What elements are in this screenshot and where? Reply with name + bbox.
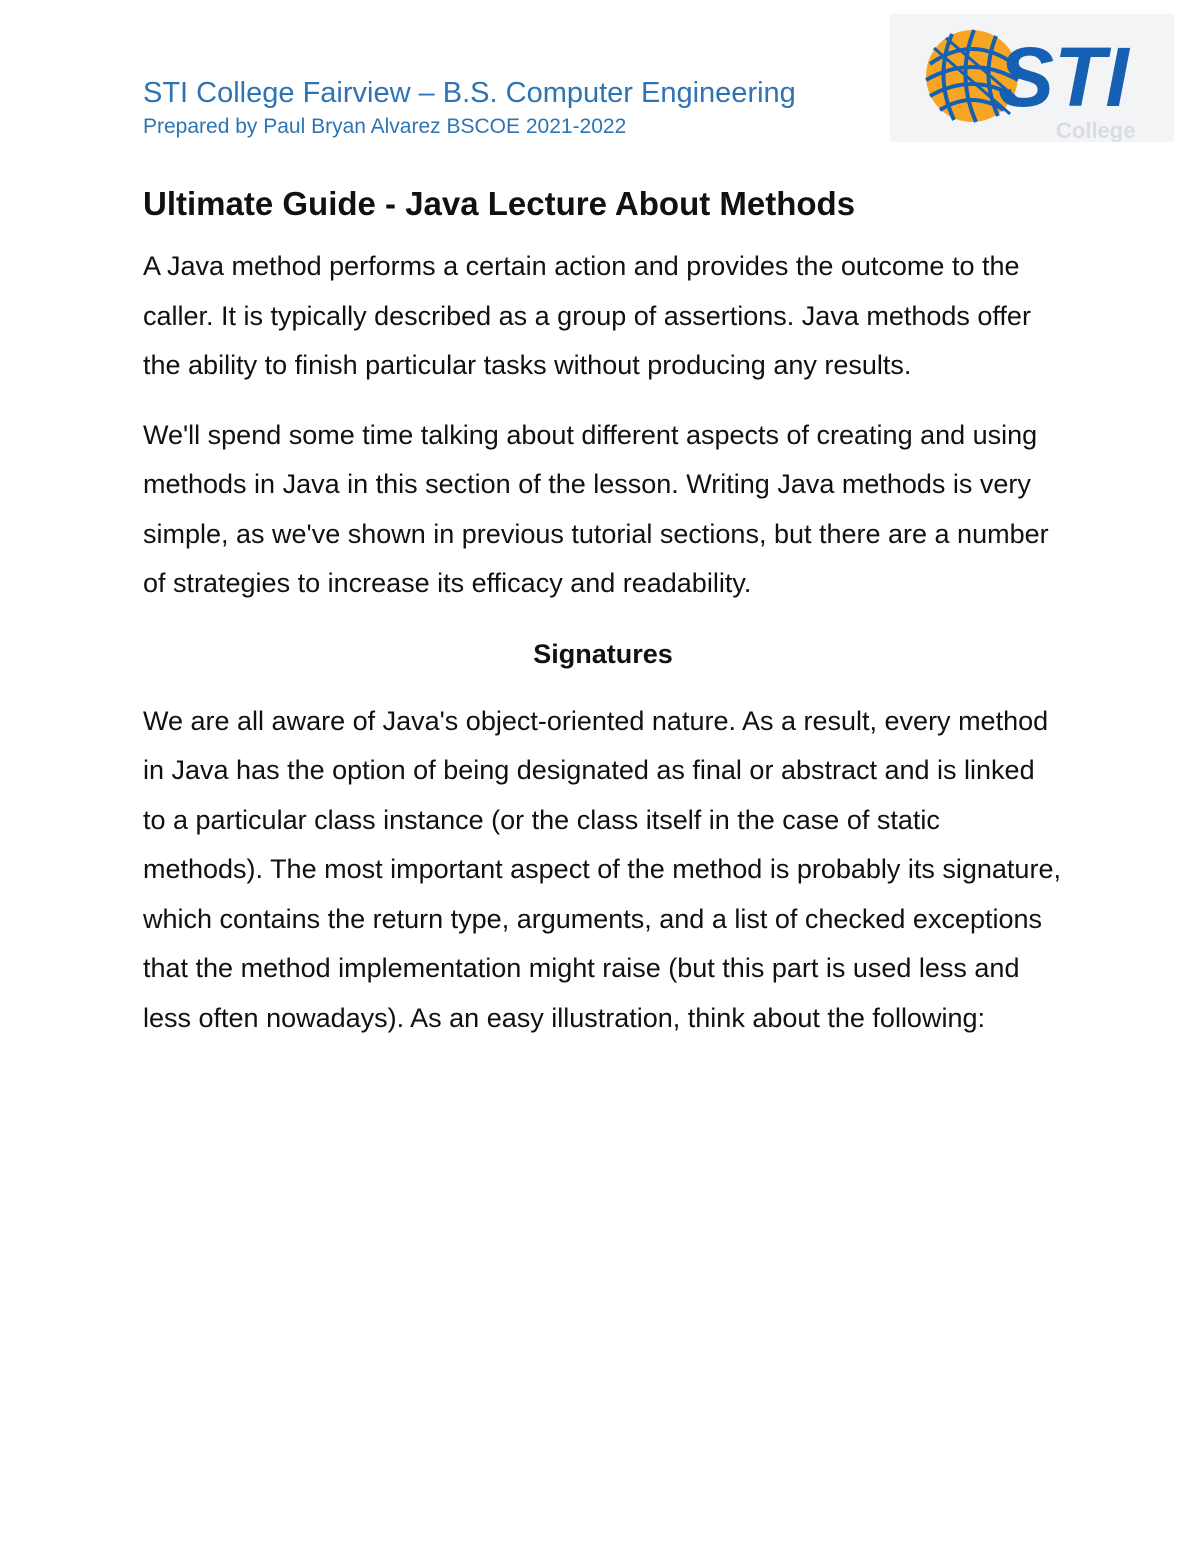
paragraph: We are all aware of Java's object-oriented nature. As a result, every method in Java has the option of being designated as final or abstract and is linked to a particular class instance (or the class itself in the case of static methods). The most important aspect of the method is probably its signature, which contains the return type, arguments, and a list of checked exceptions that the method implementation might raise (but this part is used less and less often nowadays). As an easy illustration, think about the following: bbox=[143, 705, 1061, 1033]
logo-text: STI bbox=[998, 30, 1129, 124]
document-header bbox=[143, 72, 883, 142]
document-title: Ultimate Guide - Java Lecture About Methods bbox=[143, 185, 856, 222]
logo-subtext: College bbox=[1056, 118, 1136, 142]
document-body bbox=[143, 176, 1063, 1063]
paragraph: We'll spend some time talking about different aspects of creating and using methods in Java in this section of the lesson. Writing Java methods is very simple, as we've shown in previous tutorial sections, but there are a number of strategies to increase its efficacy and readability. bbox=[143, 419, 1049, 598]
header-subtitle: Prepared by Paul Bryan Alvarez BSCOE 2021-2022 bbox=[143, 115, 627, 138]
header-title: STI College Fairview – B.S. Computer Engineering bbox=[143, 77, 796, 109]
sti-college-logo-icon bbox=[890, 14, 1174, 142]
section-heading: Signatures bbox=[533, 638, 673, 669]
paragraph: A Java method performs a certain action and provides the outcome to the caller. It is typically described as a group of assertions. Java methods offer the ability to finish particular tasks without producing any results. bbox=[143, 251, 1031, 380]
